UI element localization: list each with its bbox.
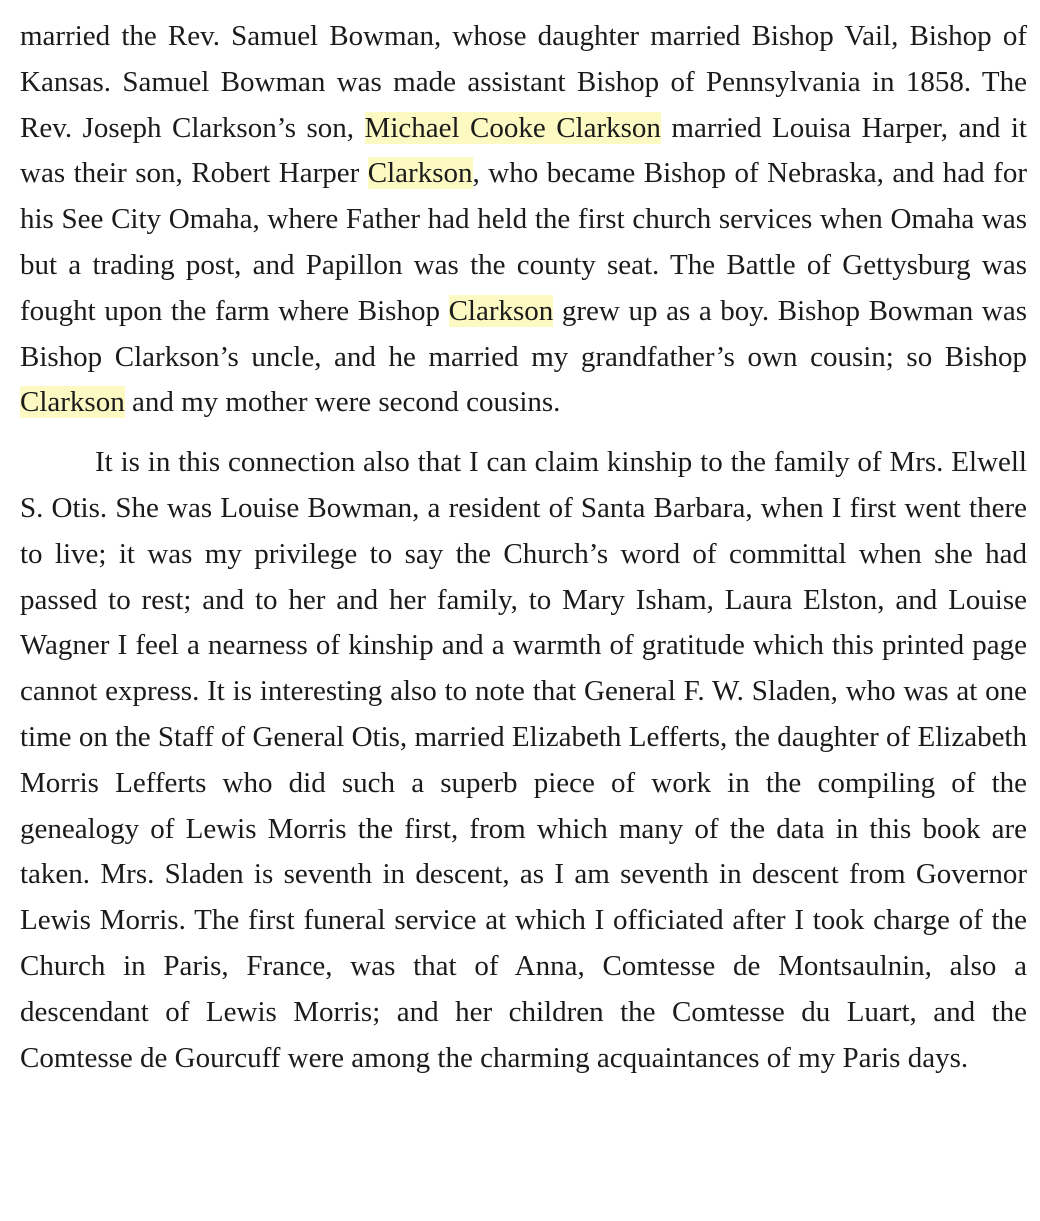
text-run: married the Rev. Samuel Bowman, whose daughter married Bishop Vail, Bishop of Kansas. Samuel Bowman was made assistant Bishop of Pennsylvania in 1858. The Rev. Joseph Clarkson’s son,	[20, 20, 1027, 144]
text-run: , who became Bishop of Nebraska, and had for his See City Omaha, where Father had held the first church services when Omaha was but a trading post, and Papillon was the county seat. The Battle of Gettysburg was fought upon the farm where Bishop	[20, 157, 1027, 327]
highlighted-name: Clarkson	[448, 294, 554, 327]
paragraph-1	[20, 14, 1027, 426]
highlighted-name: Clarkson	[367, 157, 473, 190]
document-page	[20, 14, 1027, 1081]
paragraph-2	[20, 440, 1027, 1081]
highlighted-name: Clarkson	[20, 386, 125, 419]
highlighted-name: Michael Cooke Clarkson	[364, 111, 661, 144]
text-run: and my mother were second cousins.	[124, 386, 561, 419]
text-run: It is in this connection also that I can claim kinship to the family of Mrs. Elwell S. Otis. She was Louise Bowman, a resident of Santa Barbara, when I first went there to live; it was my privilege to say the Church’s word of committal when she had passed to rest; and to her and her family, to Mary Isham, Laura Elston, and Louise Wagner I feel a nearness of kinship and a warmth of gratitude which this printed page cannot express. It is interesting also to note that General F. W. Sladen, who was at one time on the Staff of General Otis, married Elizabeth Lefferts, the daughter of Elizabeth Morris Lefferts who did such a superb piece of work in the compiling of the genealogy of Lewis Morris the first, from which many of the data in this book are taken. Mrs. Sladen is seventh in descent, as I am seventh in descent from Governor Lewis Morris. The first funeral service at which I officiated after I took charge of the Church in Paris, France, was that of Anna, Comtesse de Montsaulnin, also a descendant of Lewis Morris; and her children the Comtesse du Luart, and the Comtesse de Gourcuff were among the charming acquaintances of my Paris days.	[20, 446, 1027, 1074]
text-run: grew up as a boy. Bishop Bowman was Bishop Clarkson’s uncle, and he married my grandfather’s own cousin; so Bishop	[20, 294, 1027, 373]
text-run: married Louisa Harper, and it was their son, Robert Harper	[20, 111, 1027, 190]
